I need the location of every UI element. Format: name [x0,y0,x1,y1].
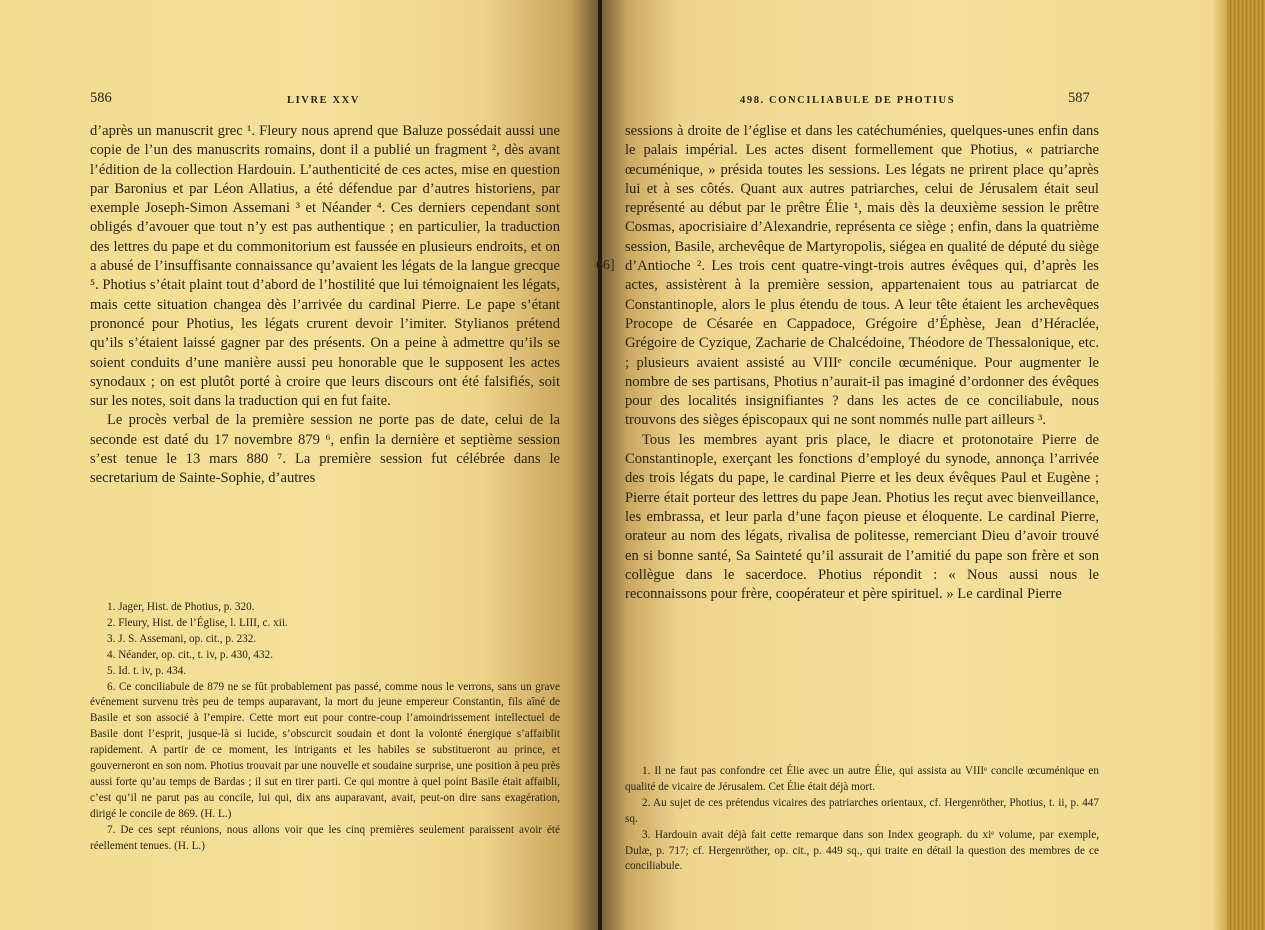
page-number: 586 [90,90,112,106]
body-text [625,122,1099,604]
footnote: 7. De ces sept réunions, nous allons voir que les cinq premières seulement paraissent avoir été réellement tenues. (H. L.) [90,823,560,852]
running-head: LIVRE XXV [287,95,361,106]
footnotes [625,764,1099,875]
running-head: 498. CONCILIABULE DE PHOTIUS [740,95,956,106]
footnote: 3. J. S. Assemani, op. cit., p. 232. [107,632,257,645]
page-number: 587 [1068,90,1090,106]
margin-reference-mark: 66] [596,258,615,273]
paragraph: d’après un manuscrit grec ¹. Fleury nous aprend que Baluze possédait aussi une copie de l’un des manuscrits romains, dont il a publié un fragment ², dès avant l’édition de la collection Hardouin. L’authenticité de ces actes, mise en question par Baronius et par Léon Allatius, a été défendue par d’autres historiens, par exemple Joseph-Simon Assemani ³ et Néander ⁴. Ces derniers cependant sont obligés d’avouer que tout n’y est pas authentique ; en particulier, la traduction des lettres du pape et du commonitorium est faussée en plusieurs endroits, et on a abusé de l’insuffisante connaissance qu’avaient les légats de la langue grecque ⁵. Photius s’était plaint tout d’abord de l’hostilité que lui témoignaient les légats, mais cette situation changea dès l’arrivée du cardinal Pierre. Le pape s’étant prononcé pour Photius, les légats crurent devoir l’imiter. Stylianos prétend qu’ils s’étaient laissé gagner par des présents. On a peine à admettre qu’ils se soient conduits d’une manière aussi peu honorable que le supposent les actes synodaux ; on est plutôt porté à croire que leurs discours ont été falsifiés, soit sur les notes, soit dans la traduction qui en fut faite. [90,123,560,410]
paragraph: Le procès verbal de la première session ne porte pas de date, celui de la seconde est daté du 17 novembre 879 ⁶, enfin la dernière et septième session s’est tenue le 13 mars 880 ⁷. La première session fut célébrée dans le secretarium de Sainte-Sophie, d’autres [90,412,560,487]
footnote: 2. Fleury, Hist. de l’Église, l. LIII, c. xii. [107,616,288,629]
footnotes [90,600,560,855]
body-text [90,122,560,489]
footnote: 1. Il ne faut pas confondre cet Élie avec un autre Élie, qui assista au VIIIᵉ concile œcuménique en qualité de vicaire de Jérusalem. Cet Élie était déjà mort. [625,765,1099,793]
footnote: 2. Au sujet de ces prétendus vicaires des patriarches orientaux, cf. Hergenröther, Photius, t. ii, p. 447 sq. [625,796,1099,825]
right-page [596,0,1265,930]
paragraph: Tous les membres ayant pris place, le diacre et protonotaire Pierre de Constantinople, exerçant les fonctions d’employé du synode, annonça l’arrivée des trois légats du pape, le cardinal Pierre et les deux évêques Paul et Eugène ; Pierre était porteur des lettres du pape Jean. Photius les reçut avec bienveillance, les embrassa, et leur parla d’une façon pieuse et éloquente. Le cardinal Pierre, orateur au nom des légats, rivalisa de politesse, remerciant Dieu d’avoir trouvé en si bonne santé, Sa Sainteté qu’il assurait de l’amitié du pape son frère et son collègue dans le sacerdoce. Photius répondit : « Nous aussi nous le reconnaissons pour frère, coopérateur et père spirituel. » Le cardinal Pierre [625,431,1099,603]
footnote: 5. Id. t. iv, p. 434. [107,664,187,677]
footnote: 3. Hardouin avait déjà fait cette remarque dans son Index geograph. du xiᵉ volume, par exemple, Dulæ, p. 717; cf. Hergenröther, op. cit., p. 449 sq., qui traite en détail la question des membres de ce conciliabule. [625,828,1099,873]
page-edge [1227,0,1265,930]
footnote: 6. Ce conciliabule de 879 ne se fût probablement pas passé, comme nous le verrons, sans un grave événement survenu très peu de temps auparavant, la mort du jeune empereur Constantin, fils aîné de Basile et son associé à l’empire. Cette mort eut pour contre-coup l’amoindrissement intellectuel de Basile dont l’esprit, jusque-là si lucide, s’obscurcit soudain et dont la volonté énergique s’affaiblit rapidement. A partir de ce moment, les intrigants et les habiles se substitueront au prince, et gouverneront en son nom. Photius trouvait par une nouvelle et soudaine surprise, une position à peu près aussi forte qu’au temps de Bardas ; il sut en tirer parti. Ce qui montre à quel point Basile était affaibli, c’est qu’il ne parut pas au concile, lui qui, dix ans auparavant, avait, peut-on dire sans exagération, dirigé le concile de 869. (H. L.) [90,680,560,820]
footnote: 1. Jager, Hist. de Photius, p. 320. [107,601,255,613]
left-page [0,0,600,930]
paragraph: sessions à droite de l’église et dans les catéchuménies, quelques-unes enfin dans le palais impérial. Les actes disent formellement que Photius, « patriarche œcuménique, » présida toutes les sessions. Les légats ne prirent place qu’après lui et à ses côtés. Quant aux autres patriarches, celui de Jérusalem était seul représenté au début par le prêtre Élie ¹, mais dès la deuxième session le prêtre Cosmas, apocrisiaire d’Alexandrie, représenta ce siège ; enfin, dans la quatrième session, Basile, archevêque de Martyropolis, siégea en qualité de député du siège d’Antioche ². Les trois cent quatre-vingt-trois autres évêques qui, d’après les actes, assistèrent à la première session, appartenaient tous au patriarcat de Constantinople, alors le plus étendu de tous. A leur tête étaient les archevêques Procope de Césarée en Cappadoce, Grégoire d’Éphèse, Jean d’Héraclée, Grégoire de Cyzique, Zacharie de Chalcédoine, Théodore de Thessalonique, etc. ; plusieurs avaient assisté au VIIIᵉ concile œcuménique. Pour augmenter le nombre de ses partisans, Photius n’aurait-il pas imaginé d’ordonner des évêques pour des localités insignifiantes ? dans les actes de ce conciliabule, nous trouvons des sièges épiscopaux qui ne sont nommés nulle part ailleurs ³. [625,123,1099,429]
footnote: 4. Néander, op. cit., t. iv, p. 430, 432. [107,648,273,661]
